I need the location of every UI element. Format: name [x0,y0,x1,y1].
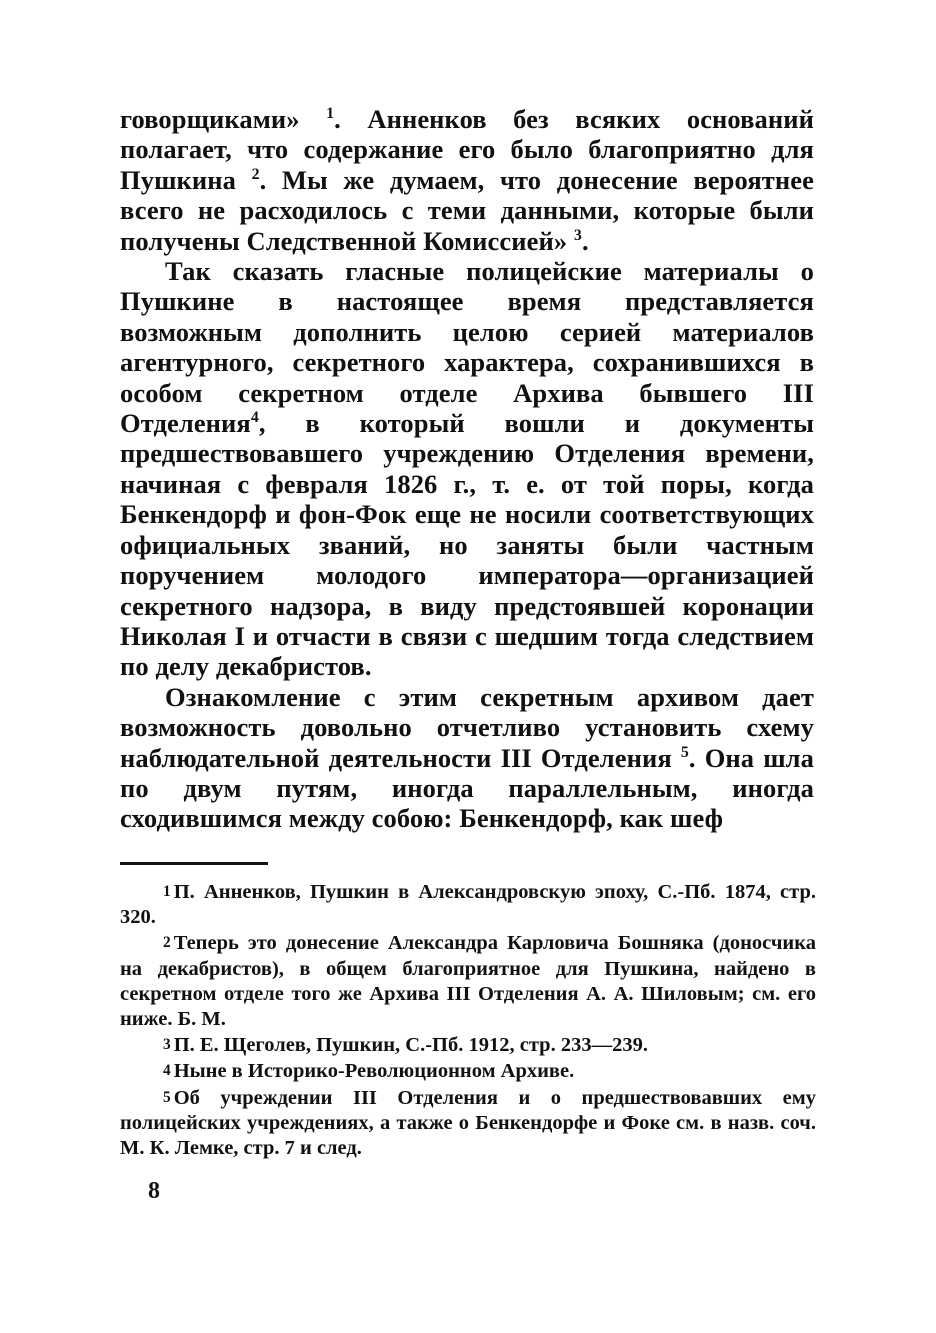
footnote-1 [120,879,816,930]
text-segment: Ознакомление с этим секретным архивом дает возможность довольно отчетливо установить схему наблюдательной деятельности III Отделения [120,681,814,773]
footnote-text: П. Анненков, Пушкин в Александровскую эпоху, С.-Пб. 1874, стр. 320. [120,881,816,929]
footnote-ref-5: 5 [680,743,689,761]
paragraph-1 [120,104,814,256]
text-segment: . [581,225,589,256]
footnote-4 [120,1058,816,1084]
footnote-ref-3: 3 [573,226,582,244]
paragraph-2 [120,256,814,682]
text-segment: Так сказать гласные полицейские материалы о Пушкине в настоящее время представляется возможным дополнить целою серией материалов агентурного, секретного характера, сохранившихся в особом секретном отделе Архива бывшего III Отделения [120,256,814,439]
footnote-ref-2: 2 [251,165,260,183]
text-segment: . Она шла по двум путям, иногда параллельным, иногда сходившимся между собою: Бенкендорф, как шеф [120,742,814,834]
footnote-ref-1: 1 [326,105,335,123]
footnote-number: 3 [163,1036,171,1054]
text-segment: говорщиками» [120,104,327,134]
footnote-text: Теперь это донесение Александра Карловича Бошняка (доносчика на декабристов), в общем благоприятное для Пушкина, найдено в секретном отделе того же Архива III Отделения А. А. Шиловым; см. его ниже. Б. М. [120,932,816,1031]
footnote-number: 4 [163,1062,171,1080]
footnote-separator [120,862,268,865]
footnote-ref-4: 4 [250,409,259,427]
footnote-2 [120,930,816,1032]
footnote-text: П. Е. Щеголев, Пушкин, С.-Пб. 1912, стр. 233—239. [173,1034,648,1057]
paragraph-3 [120,682,814,834]
footnote-number: 1 [163,883,171,900]
text-segment: . Мы же думаем, что донесение вероятнее всего не расходилось с теми данными, которые были получены Следственной Комиссией» [120,164,814,256]
footnote-number: 5 [163,1088,171,1106]
footnote-number: 2 [163,934,171,952]
page-number: 8 [148,1178,160,1204]
footnote-text: Об учреждении III Отделения и о предшествовавших ему полицейских учреждениях, а также о Бенкендорфе и Фоке см. в назв. соч. М. К. Лемке, стр. 7 и след. [120,1086,816,1160]
footnote-5 [120,1085,816,1162]
text-segment: , в который вошли и документы предшествовавшего учреждению Отделения времени, начиная с февраля 1826 г., т. е. от той поры, когда Бенкендорф и фон-Фок еще не носили соответствующих официальных званий, но заняты были частным поручением молодого императора—организацией секретного надзора, в виду предстоявшей коронации Николая I и отчасти в связи с шедшим тогда следствием по делу декабристов. [120,408,814,682]
footnote-text: Ныне в Историко-Революционном Архиве. [173,1060,575,1083]
footnote-3 [120,1032,816,1058]
main-text [120,104,814,834]
footnotes [120,879,816,1161]
text-segment: . Анненков без всяких оснований полагает, что содержание его было благоприятно для Пушкина [120,104,814,195]
